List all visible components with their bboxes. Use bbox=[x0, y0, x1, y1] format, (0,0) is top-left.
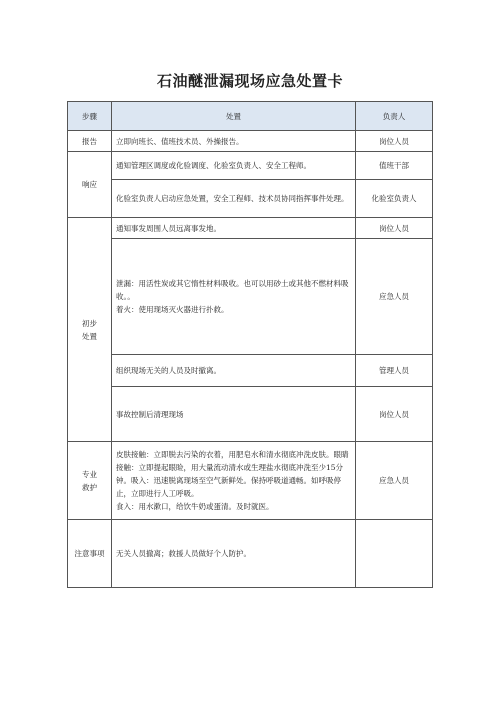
emergency-table bbox=[67, 101, 433, 588]
owner-initial-1: 岗位人员 bbox=[356, 218, 433, 239]
page-title: 石油醚泄漏现场应急处置卡 bbox=[156, 72, 343, 90]
table-row bbox=[68, 442, 433, 520]
step-notes: 注意事项 bbox=[68, 520, 112, 588]
owner-notes bbox=[356, 520, 433, 588]
step-report: 报告 bbox=[68, 131, 112, 152]
owner-respond-2: 化验室负责人 bbox=[356, 180, 433, 218]
table-header-row bbox=[68, 102, 433, 131]
action-initial-4: 事故控制后清理现场 bbox=[112, 387, 356, 442]
header-action: 处置 bbox=[112, 102, 356, 131]
table-row bbox=[68, 131, 433, 152]
owner-report: 岗位人员 bbox=[356, 131, 433, 152]
action-report: 立即向班长、值班技术员、外操报告。 bbox=[112, 131, 356, 152]
table-row bbox=[68, 387, 433, 442]
table-row bbox=[68, 239, 433, 355]
table-row bbox=[68, 180, 433, 218]
action-initial-3: 组织现场无关的人员及时撤离。 bbox=[112, 355, 356, 387]
step-rescue bbox=[68, 442, 112, 520]
table-row bbox=[68, 520, 433, 588]
step-initial-line1: 初步 bbox=[82, 318, 97, 328]
owner-initial-4: 岗位人员 bbox=[356, 387, 433, 442]
action-initial-2 bbox=[112, 239, 356, 355]
owner-initial-3: 管理人员 bbox=[356, 355, 433, 387]
action-rescue-contact: 皮肤接触：立即脱去污染的衣着，用肥皂水和清水彻底冲洗皮肤。眼睛接触：立即提起眼睑，用大量流动清水或生理盐水彻底冲洗至少15分钟。吸入：迅速脱离现场至空气新鲜处。保持呼吸道通畅。如呼吸停止，立即进行人工呼吸。 bbox=[116, 450, 349, 498]
step-rescue-line2: 救护 bbox=[82, 482, 97, 492]
action-respond-1: 通知管理区调度或化验调度、化验室负责人、安全工程师。 bbox=[112, 152, 356, 180]
action-initial-1: 通知事发周围人员远离事发地。 bbox=[112, 218, 356, 239]
action-initial-2-fire: 着火：使用现场灭火器进行扑救。 bbox=[116, 305, 229, 314]
owner-initial-2: 应急人员 bbox=[356, 239, 433, 355]
table-row bbox=[68, 218, 433, 239]
action-respond-2: 化验室负责人启动应急处置，安全工程师、技术员协同指挥事件处理。 bbox=[112, 180, 356, 218]
action-rescue-ingest: 食入：用水漱口，给饮牛奶或蛋清。及时就医。 bbox=[116, 502, 274, 511]
step-rescue-line1: 专业 bbox=[82, 469, 97, 479]
step-respond: 响应 bbox=[68, 152, 112, 218]
header-owner: 负责人 bbox=[356, 102, 433, 131]
header-step: 步骤 bbox=[68, 102, 112, 131]
table-row bbox=[68, 355, 433, 387]
action-initial-2-leak: 泄漏：用活性炭或其它惰性材料吸收。也可以用砂土或其他不燃材料吸收。。 bbox=[116, 279, 349, 301]
owner-rescue: 应急人员 bbox=[356, 442, 433, 520]
owner-respond-1: 值班干部 bbox=[356, 152, 433, 180]
action-rescue bbox=[112, 442, 356, 520]
action-notes: 无关人员撤离；救援人员做好个人防护。 bbox=[112, 520, 356, 588]
table-row bbox=[68, 152, 433, 180]
step-initial bbox=[68, 218, 112, 442]
step-initial-line2: 处置 bbox=[82, 331, 97, 341]
